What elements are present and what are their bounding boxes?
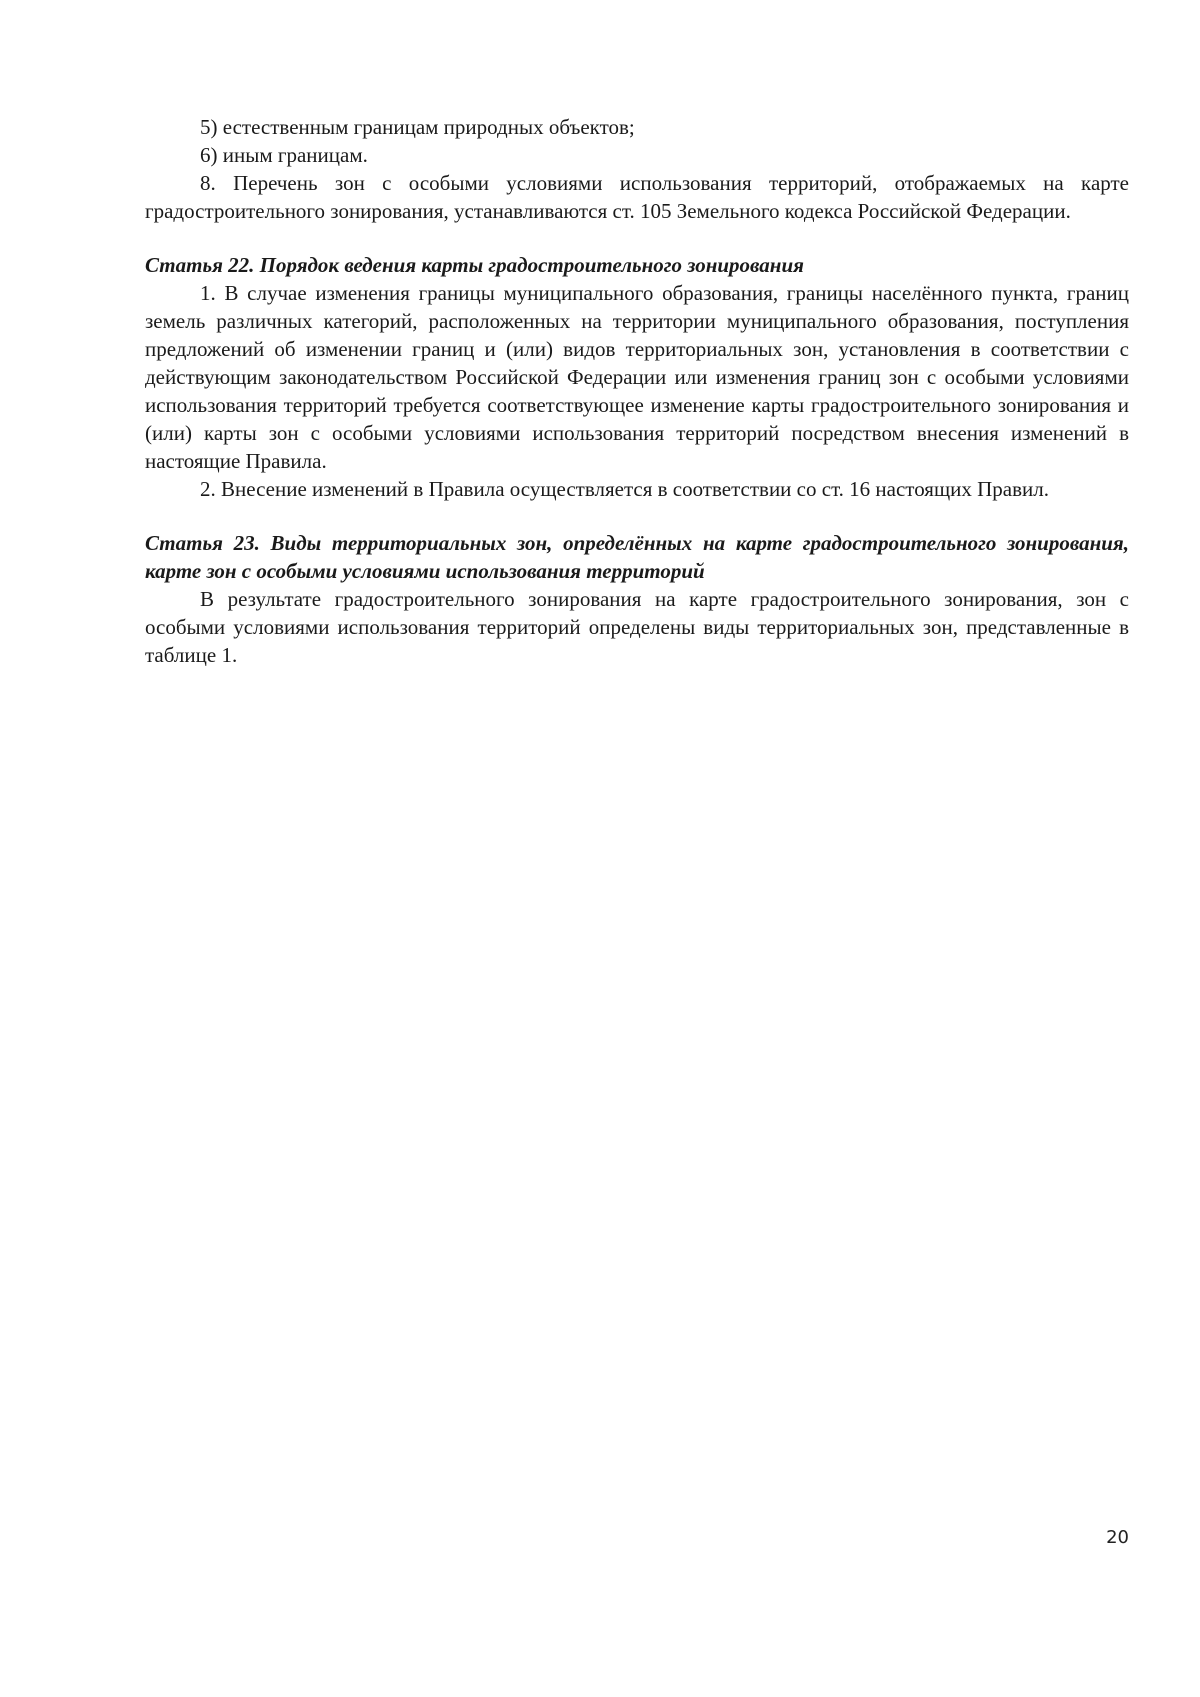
article-23-heading: Статья 23. Виды территориальных зон, определённых на карте градостроительного зонирования, карте зон с особыми условиями использования территорий [145,531,1129,583]
article-22-heading: Статья 22. Порядок ведения карты градостроительного зонирования [145,253,804,277]
list-item-5: 5) естественным границам природных объектов; [200,115,635,139]
section-spacer [145,225,1129,251]
page-number: 20 [1106,1527,1129,1548]
article-23-paragraph-1: В результате градостроительного зонирования на карте градостроительного зонирования, зон с особыми условиями использования территорий определены виды территориальных зон, представленные в таблице 1. [145,587,1129,667]
article-22-paragraph-1: 1. В случае изменения границы муниципального образования, границы населённого пункта, границ земель различных категорий, расположенных на территории муниципального образования, поступления предложений об изменении границ и (или) видов территориальных зон, установления в соответствии с действующим законодательством Российской Федерации или изменения границ зон с особыми условиями использования территорий требуется соответствующее изменение карты градостроительного зонирования и (или) карты зон с особыми условиями использования территорий посредством внесения изменений в настоящие Правила. [145,281,1129,473]
section-spacer [145,503,1129,529]
page-content [145,113,1129,669]
paragraph-item-8: 8. Перечень зон с особыми условиями использования территорий, отображаемых на карте градостроительного зонирования, устанавливаются ст. 105 Земельного кодекса Российской Федерации. [145,171,1129,223]
list-item-6: 6) иным границам. [200,143,368,167]
article-22-paragraph-2: 2. Внесение изменений в Правила осуществляется в соответствии со ст. 16 настоящих Правил. [200,477,1049,501]
